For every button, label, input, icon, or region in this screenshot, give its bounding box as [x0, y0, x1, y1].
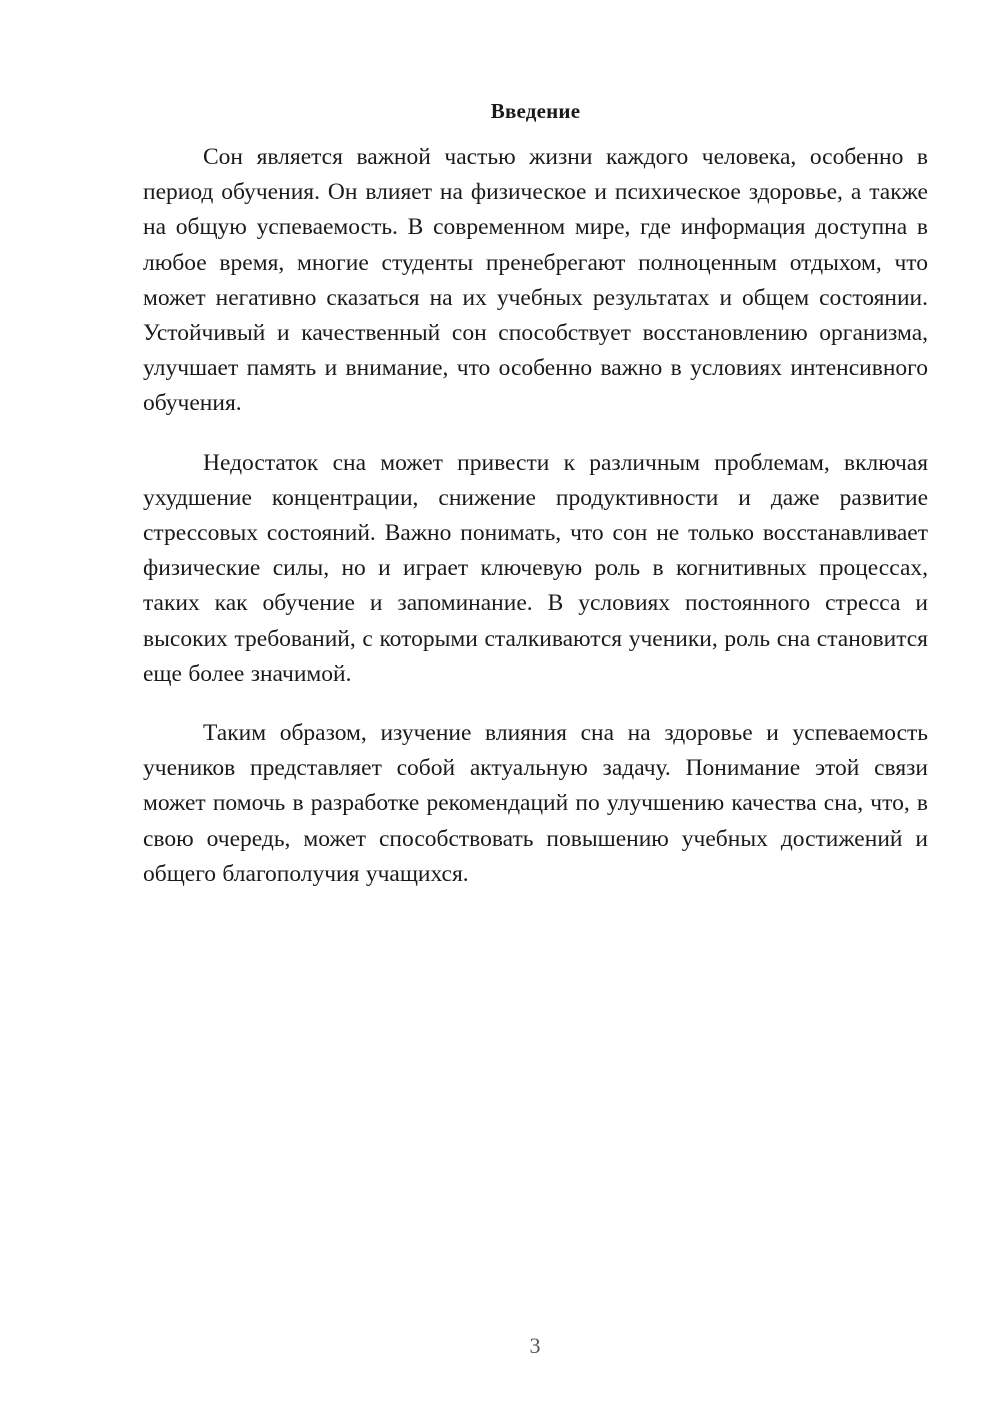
paragraph-3: Таким образом, изучение влияния сна на здоровье и успеваемость учеников представляет собой актуальную задачу. Понимание этой связи может помочь в разработке рекомендаций по улучшению качества сна, что, в свою очередь, может способствовать повышению учебных достижений и общего благополучия учащихся. [143, 720, 928, 887]
paragraph-1: Сон является важной частью жизни каждого человека, особенно в период обучения. Он влияет на физическое и психическое здоровье, а также на общую успеваемость. В современном мире, где информация доступна в любое время, многие студенты пренебрегают полноценным отдыхом, что может негативно сказаться на их учебных результатах и общем состоянии. Устойчивый и качественный сон способствует восстановлению организма, улучшает память и внимание, что особенно важно в условиях интенсивного обучения. [143, 144, 928, 417]
section-title: Введение [490, 99, 581, 123]
page-body [143, 96, 928, 916]
paragraph-2: Недостаток сна может привести к различным проблемам, включая ухудшение концентрации, снижение продуктивности и даже развитие стрессовых состояний. Важно понимать, что сон не только восстанавливает физические силы, но и играет ключевую роль в когнитивных процессах, таких как обучение и запоминание. В условиях постоянного стресса и высоких требований, с которыми сталкиваются ученики, роль сна становится еще более значимой. [143, 449, 928, 687]
page-number: 3 [529, 1333, 541, 1358]
